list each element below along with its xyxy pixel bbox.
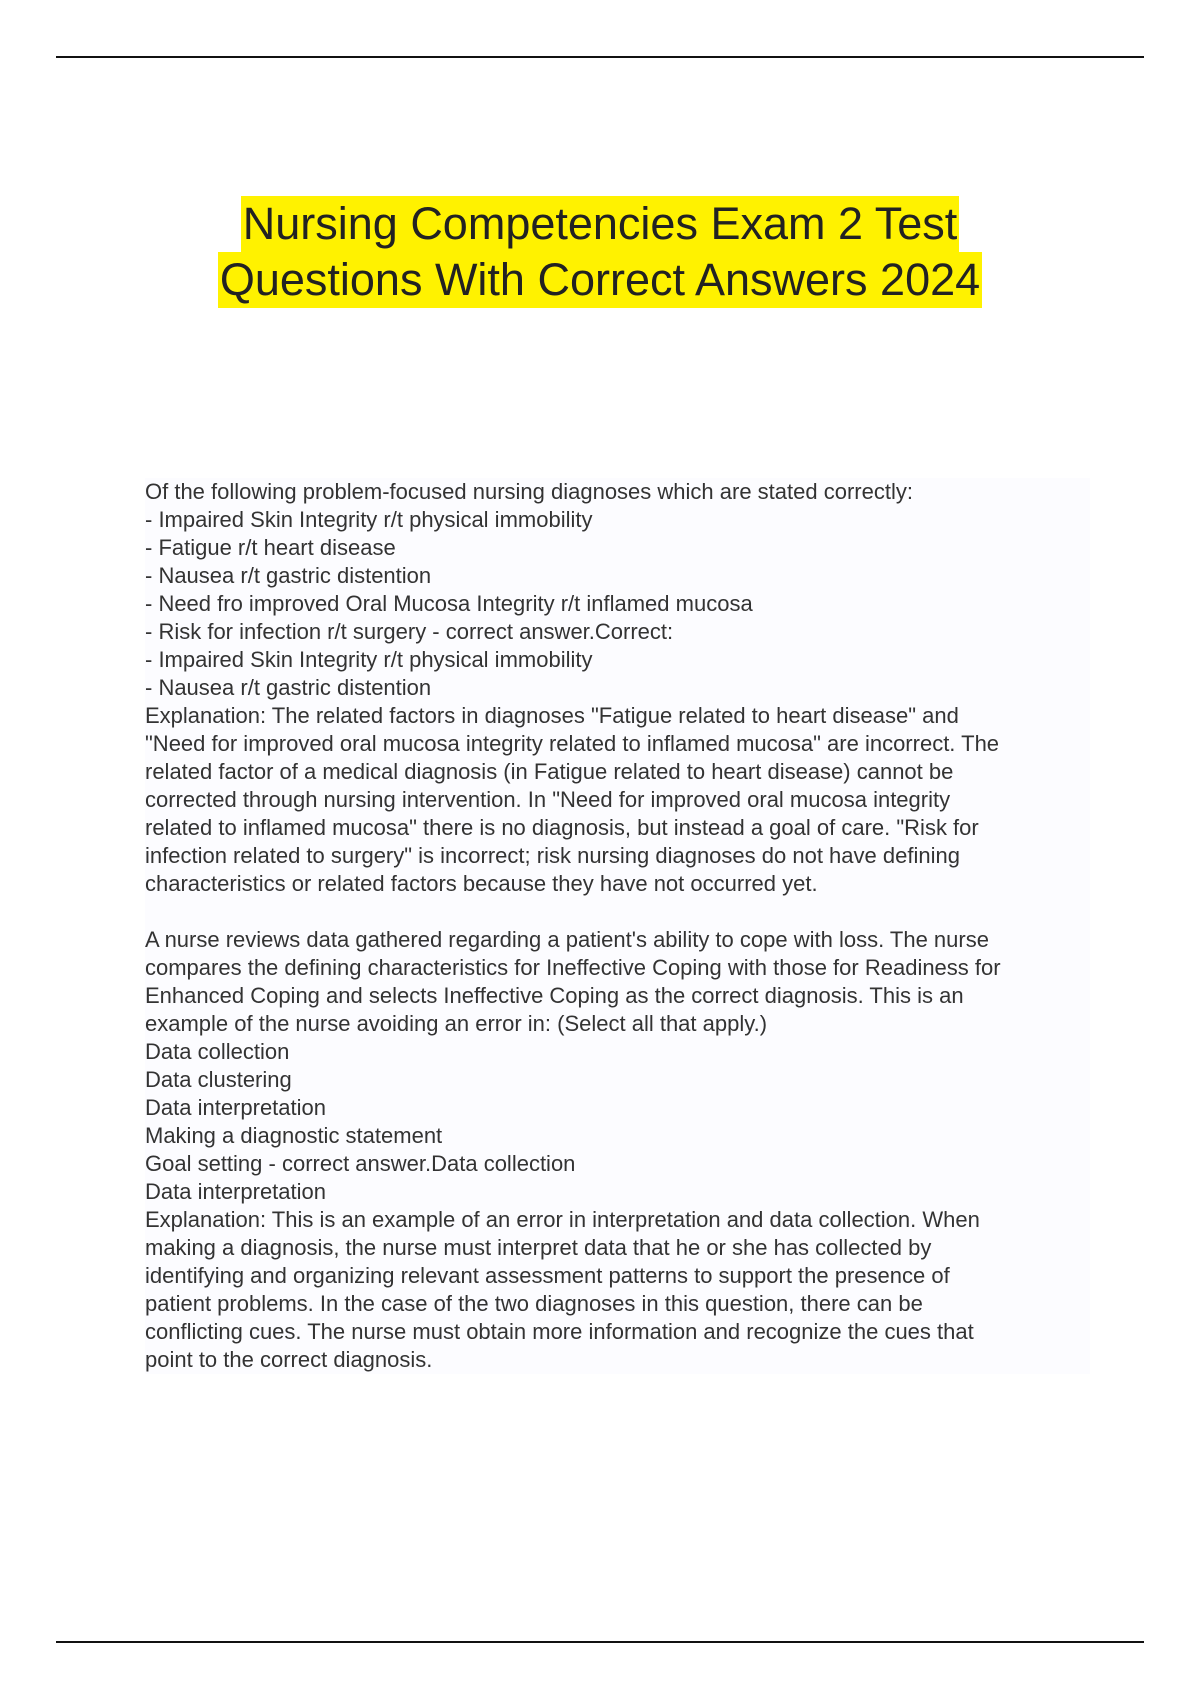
question-block-1 xyxy=(145,478,1090,898)
answer-option: - Fatigue r/t heart disease xyxy=(145,535,396,560)
explanation-text: characteristics or related factors because they have not occurred yet. xyxy=(145,871,818,896)
answer-option: - Nausea r/t gastric distention xyxy=(145,563,432,588)
explanation-text: making a diagnosis, the nurse must interpret data that he or she has collected by xyxy=(145,1235,932,1260)
question-text: example of the nurse avoiding an error in: (Select all that apply.) xyxy=(145,1011,768,1036)
explanation-text: patient problems. In the case of the two diagnoses in this question, there can be xyxy=(145,1291,923,1316)
question-text: compares the defining characteristics for Ineffective Coping with those for Readiness for xyxy=(145,955,1001,980)
explanation-text: Explanation: This is an example of an error in interpretation and data collection. When xyxy=(145,1207,980,1232)
explanation-text: point to the correct diagnosis. xyxy=(145,1347,433,1372)
explanation-text: Explanation: The related factors in diagnoses "Fatigue related to heart disease" and xyxy=(145,703,959,728)
answer-option: - Risk for infection r/t surgery - correct answer.Correct: xyxy=(145,619,674,644)
title-line-1: Nursing Competencies Exam 2 Test xyxy=(241,196,960,252)
answer-option: - Impaired Skin Integrity r/t physical immobility xyxy=(145,507,593,532)
answer-option: Data interpretation xyxy=(145,1095,326,1120)
answer-option: Making a diagnostic statement xyxy=(145,1123,443,1148)
top-rule xyxy=(56,56,1144,58)
explanation-text: related factor of a medical diagnosis (in Fatigue related to heart disease) cannot be xyxy=(145,759,954,784)
explanation-text: identifying and organizing relevant assessment patterns to support the presence of xyxy=(145,1263,950,1288)
title-line-2: Questions With Correct Answers 2024 xyxy=(218,252,982,308)
explanation-text: corrected through nursing intervention. In "Need for improved oral mucosa integrity xyxy=(145,787,951,812)
answer-option: - Need fro improved Oral Mucosa Integrity r/t inflamed mucosa xyxy=(145,591,753,616)
answer-option: Goal setting - correct answer.Data collection xyxy=(145,1151,576,1176)
question-text: Enhanced Coping and selects Ineffective Coping as the correct diagnosis. This is an xyxy=(145,983,964,1008)
question-text: Of the following problem-focused nursing diagnoses which are stated correctly: xyxy=(145,479,913,504)
question-block-2 xyxy=(145,926,1090,1374)
document-body xyxy=(145,478,1090,1374)
document-title xyxy=(0,196,1200,308)
answer-option: Data collection xyxy=(145,1039,290,1064)
question-text: A nurse reviews data gathered regarding a patient's ability to cope with loss. The nurse xyxy=(145,927,989,952)
correct-answer: - Nausea r/t gastric distention xyxy=(145,675,432,700)
explanation-text: "Need for improved oral mucosa integrity related to inflamed mucosa" are incorrect. The xyxy=(145,731,1000,756)
correct-answer: Data interpretation xyxy=(145,1179,326,1204)
bottom-rule xyxy=(56,1641,1144,1643)
correct-answer: - Impaired Skin Integrity r/t physical immobility xyxy=(145,647,593,672)
explanation-text: conflicting cues. The nurse must obtain more information and recognize the cues that xyxy=(145,1319,974,1344)
explanation-text: related to inflamed mucosa" there is no diagnosis, but instead a goal of care. "Risk for xyxy=(145,815,979,840)
explanation-text: infection related to surgery" is incorrect; risk nursing diagnoses do not have defining xyxy=(145,843,960,868)
answer-option: Data clustering xyxy=(145,1067,292,1092)
